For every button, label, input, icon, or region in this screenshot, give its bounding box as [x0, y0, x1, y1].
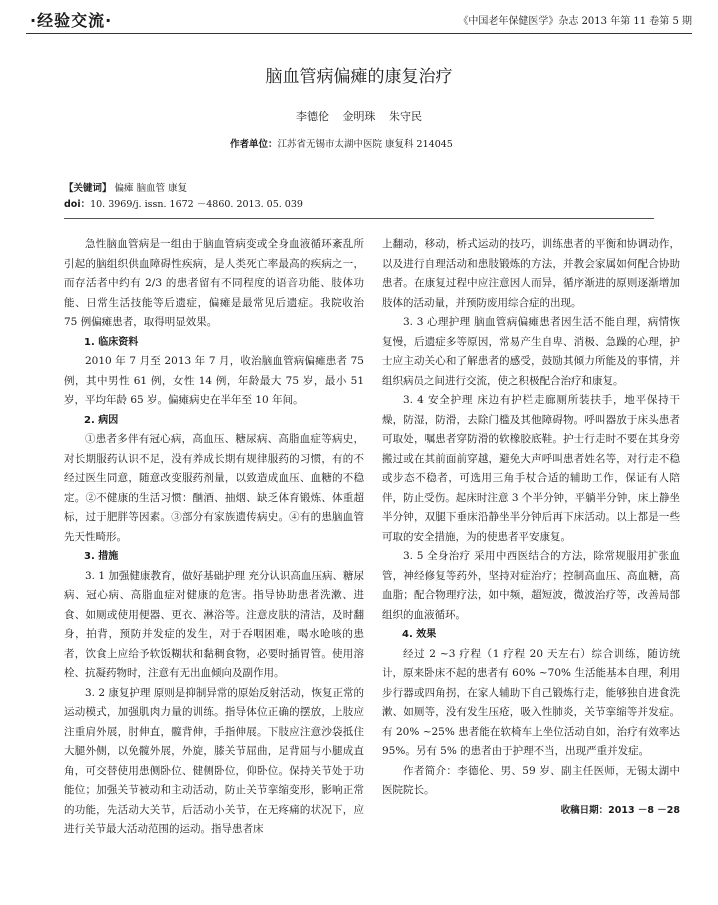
article-title: 脑血管病偏瘫的康复治疗 [265, 67, 453, 87]
keywords-text: 偏瘫 脑血管 康复 [114, 183, 188, 194]
affiliation-label: 作者单位： [230, 139, 278, 150]
measure-3-1-paragraph: 3. 1 加强健康教育，做好基础护理 充分认识高血压病、糖尿病、冠心病、高脂血症对健康的危害。指导协助患者洗漱、进食、如厕或使用便器、更衣、淋浴等。注意皮肤的清洁，及时翻身，拍背，预防并发症的发生，对于吞咽困难，喝水呛咳的患者，饮食上应给予软饭糊状和黏稠食物，必要时插胃管。使用溶栓、抗凝药物时，注意有无出血倾向及副作用。 [64, 569, 364, 679]
affiliation-text: 江苏省无锡市太湖中医院 康复科 214045 [277, 139, 453, 150]
section-label: ·经验交流· [30, 11, 113, 30]
article-authors: 李德伦 金明珠 朱守民 [296, 110, 422, 123]
keywords-label: 【关键词】 [64, 183, 112, 194]
etiology-paragraph: ①患者多伴有冠心病，高血压、糖尿病、高脂血症等病史，对长期服药认识不足，没有养成长期有规律服药的习惯，有的不经过医生同意，随意改变服药剂量，以致造成血压、血糖的不稳定。②不健康的生活习惯：酗酒、抽烟、缺乏体育锻炼、体重超标，过于肥胖等因素。③部分有家族遗传病史。④有的患脑血管先天性畸形。 [64, 433, 364, 543]
section-heading-1: 1. 临床资料 [84, 336, 139, 348]
results-paragraph: 经过 2 ~3 疗程（1 疗程 20 天左右）综合训练，随访统计，原来卧床不起的患者有 60% ~70% 生活能基本自理，利用步行器或四角拐，在家人辅助下自己锻炼行走，能够独自进食洗漱、如厕等，没有发生压疮，吸入性肺炎，关节挛缩等并发症。有 20% ~25% 患者能在软椅车上坐位活动自如，治疗有效率达 95%。另有 5% 的患者由于护理不当，出现严重并发症。 [382, 647, 680, 757]
section-heading-3: 3. 措施 [84, 551, 119, 562]
intro-paragraph: 急性脑血管病是一组由于脑血管病变或全身血液循环紊乱所引起的脑组织供血障碍性疾病，是人类死亡率最高的疾病之一，而存活者中约有 2/3 的患者留有不同程度的语音功能、肢体功能、日常生活技能等后遗症，偏瘫是最常见后遗症。我院收治 75 例偏瘫患者，取得明显效果。 [64, 238, 364, 328]
measure-3-3-paragraph: 3. 3 心理护理 脑血管病偏瘫患者因生活不能自理，病情恢复慢，后遗症多等原因，常易产生自卑、消极、急躁的心理，护士应主动关心和了解患者的感受，鼓励其倾力所能及的事情，并组织病员之间进行交流，使之积极配合治疗和康复。 [382, 316, 680, 387]
abstract-divider [64, 218, 654, 219]
doi [64, 196, 303, 210]
doi-text: 10. 3969/j. issn. 1672 －4860. 2013. 05. 039 [90, 199, 303, 210]
right-column [382, 235, 680, 820]
author-affiliation [230, 136, 453, 150]
left-column [64, 235, 364, 840]
journal-citation: 《中国老年保健医学》杂志 2013 年第 11 卷第 5 期 [458, 16, 692, 27]
received-date: 收稿日期：2013 －8 －28 [560, 804, 680, 816]
section-heading-4: 4. 效果 [402, 629, 437, 640]
header-rule [26, 33, 692, 34]
measure-3-2-continued: 上翻动，移动，桥式运动的技巧，训练患者的平衡和协调动作，以及进行自理活动和患肢锻炼的方法，并教会家属如何配合协助患者。在康复过程中应注意因人而异，循序渐进的原则逐渐增加肢体的活动量，并预防废用综合症的出现。 [382, 238, 680, 309]
measure-3-4-paragraph: 3. 4 安全护理 床边有护栏走廊厕所装扶手，地平保持干燥，防湿，防滑，去除门槛及其他障碍物。呼叫器放于床头患者可取处，嘱患者穿防滑的软橡胶底鞋。护士行走时不要在其身旁搬过或在其前面前穿越，避免大声呼叫患者姓名等，对行走不稳或步态不稳者，可选用三角手杖合适的辅助工作，保证有人陪伴，防止受伤。起床时注意 3 个半分钟，平躺半分钟，床上静坐半分钟，双腿下垂床沿静坐半分钟后再下床活动。以上都是一些可取的安全措施，为的使患者平安康复。 [382, 394, 680, 543]
author-bio: 作者简介：李德伦、男、59 岁、副主任医师，无锡太湖中医院院长。 [382, 764, 680, 796]
measure-3-5-paragraph: 3. 5 全身治疗 采用中西医结合的方法，除常规服用扩张血管，神经修复等药外，坚持对症治疗；控制高血压、高血糖，高血脂；配合物理疗法，如中频，超短波，微波治疗等，改善局部组织的血液循环。 [382, 550, 680, 621]
measure-3-2-paragraph: 3. 2 康复护理 原则是抑制异常的原始反射活动，恢复正常的运动模式，加强肌肉力量的训练。指导体位正确的摆放，上肢应注重肩外展，肘伸直，髋背伸，手指伸展。下肢应注意沙袋抵住大腿外侧，以免髋外展，外旋，膝关节屈曲，足背屈与小腿成直角，可交替使用患侧卧位、健侧卧位，仰卧位。保持关节处于功能位；加强关节被动和主动活动，防止关节挛缩变形，影响正常的功能，先活动大关节，后活动小关节，在无疼痛的状况下，应进行关节最大活动范围的运动。指导患者床 [64, 686, 364, 835]
keywords [64, 180, 187, 194]
doi-label: doi： [64, 199, 91, 210]
clinical-data-paragraph: 2010 年 7 月至 2013 年 7 月，收治脑血管病偏瘫患者 75 例，其中男性 61 例，女性 14 例，年龄最大 75 岁，最小 51 岁，平均年龄 65 岁。偏瘫病史在半年至 10 年间。 [64, 355, 364, 406]
section-heading-2: 2. 病因 [84, 414, 119, 426]
